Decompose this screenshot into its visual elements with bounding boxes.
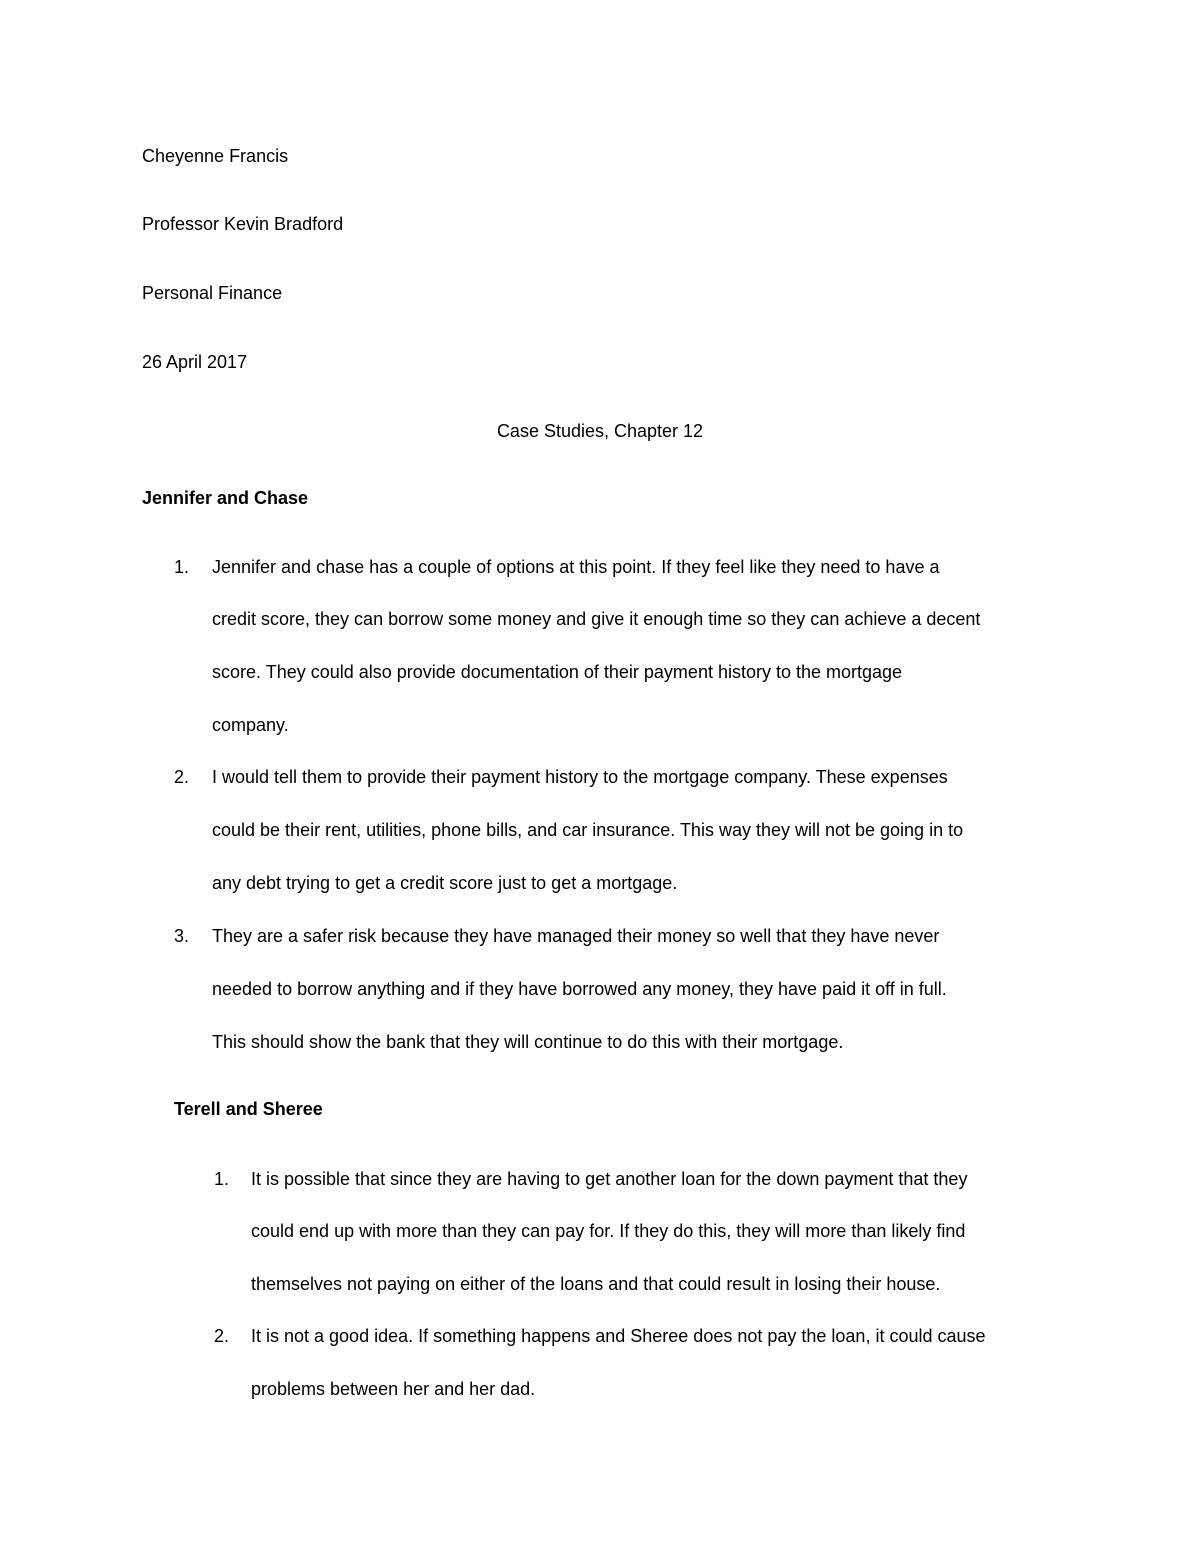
list-item-line: problems between her and her dad. [251,1379,536,1399]
list-item-number: 1. [214,1169,230,1189]
student-name: Cheyenne Francis [142,146,289,166]
list-item-line: I would tell them to provide their payment history to the mortgage company. These expenses [212,767,948,787]
list-item-line: could be their rent, utilities, phone bills, and car insurance. This way they will not be going in to [212,820,964,840]
list-item-line: needed to borrow anything and if they have borrowed any money, they have paid it off in full. [212,979,947,999]
list-item-line: It is not a good idea. If something happens and Sheree does not pay the loan, it could cause [251,1326,986,1346]
professor-name: Professor Kevin Bradford [142,214,344,234]
list-item-line: could end up with more than they can pay for. If they do this, they will more than likely find [251,1221,966,1241]
list-item-number: 2. [174,767,190,787]
document-date: 26 April 2017 [142,352,248,372]
section-heading: Terell and Sheree [174,1099,323,1119]
course-name: Personal Finance [142,283,283,303]
list-item-line: score. They could also provide documentation of their payment history to the mortgage [212,662,903,682]
document-title: Case Studies, Chapter 12 [496,421,704,441]
list-item-line: any debt trying to get a credit score just to get a mortgage. [212,873,678,893]
list-item-line: This should show the bank that they will continue to do this with their mortgage. [212,1032,844,1052]
list-item-number: 2. [214,1326,230,1346]
list-item-line: themselves not paying on either of the loans and that could result in losing their house. [251,1274,941,1294]
list-item-number: 3. [174,926,190,946]
section-heading: Jennifer and Chase [142,488,309,508]
list-item-line: It is possible that since they are having to get another loan for the down payment that they [251,1169,968,1189]
list-item-line: company. [212,715,289,735]
list-item-number: 1. [174,557,190,577]
list-item-line: credit score, they can borrow some money and give it enough time so they can achieve a decent [212,609,981,629]
list-item-line: They are a safer risk because they have managed their money so well that they have never [212,926,940,946]
list-item-line: Jennifer and chase has a couple of options at this point. If they feel like they need to have a [212,557,940,577]
